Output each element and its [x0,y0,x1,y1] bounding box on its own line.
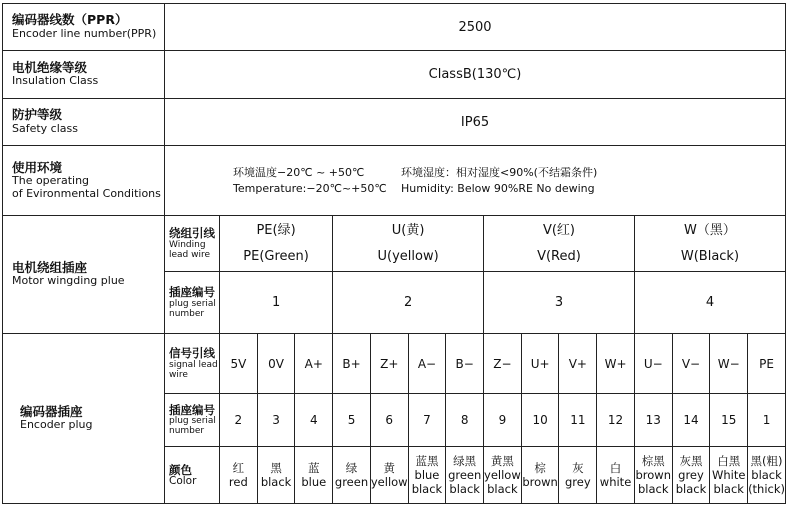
color-cell [710,447,748,504]
color-cn: 白 [609,461,622,475]
color-cell [257,447,295,504]
serial-cell: 3 [257,394,295,447]
color-cn: 绿黑 [453,454,477,468]
winding-wire-w [634,216,785,272]
color-label-cn: 颜色 [169,462,192,477]
signal-cell: V− [672,334,710,394]
color-en: yellow [484,468,521,482]
serial-cell: 4 [295,394,333,447]
motor-serial-1: 1 [220,272,333,334]
serial-cell: 9 [484,394,522,447]
color-en: red [228,475,248,489]
color-en: green [334,475,369,489]
encoder-serial-label [165,394,220,447]
motor-serial-label [165,272,220,334]
wire-cn: V(红) [542,222,575,238]
signal-cell: 5V [220,334,258,394]
environment-label-en1: The operating [12,174,90,188]
encoder-serial-label-en2: number [169,426,205,437]
color-cn: 灰黑 [679,454,703,468]
signal-cell: Z+ [370,334,408,394]
color-en: yellow [370,475,408,489]
wire-cn: PE(绿) [256,222,296,238]
color-cell [408,447,446,504]
wire-en: W(Black) [680,248,740,264]
wire-cn: U(黄) [391,222,425,238]
safety-label-cn: 防护等级 [12,107,63,123]
serial-cell: 13 [634,394,672,447]
motor-serial-label-en1: plug serial [169,298,216,309]
color-en: green [448,468,482,482]
environment-label-en2: of Evironmental Conditions [12,186,161,200]
serial-cell: 1 [748,394,786,447]
environment-value [165,146,786,216]
safety-row [3,99,786,146]
environment-label-cn: 使用环境 [12,159,63,175]
wire-en: U(yellow) [377,248,439,264]
color-en: blue [414,468,440,482]
signal-cell: A− [408,334,446,394]
color-cn: 白黑 [717,454,741,468]
serial-cell: 14 [672,394,710,447]
temperature-en: Temperature:−20℃~+50℃ [233,181,387,195]
signal-cell: PE [748,334,786,394]
color-cell [634,447,672,504]
serial-cell: 6 [370,394,408,447]
color-en2: black [638,482,669,496]
encoder-signal-row [3,334,786,394]
humidity-cn: 环境湿度：相对湿度<90%(不结霜条件) [401,165,598,179]
color-en: White [711,468,746,482]
signal-lead-label-en1: signal lead [169,359,218,370]
color-cn: 黄黑 [490,454,514,468]
color-cell [748,447,786,504]
serial-cell: 10 [521,394,559,447]
motor-serial-label-en2: number [169,308,205,319]
color-label [165,447,220,504]
color-cn: 黑 [270,461,282,475]
insulation-label-cn: 电机绝缘等级 [12,59,88,75]
winding-wire-v [484,216,635,272]
serial-cell: 2 [220,394,258,447]
insulation-value: ClassB(130℃) [165,51,786,99]
ppr-row [3,4,786,51]
color-cell [559,447,597,504]
color-en: black [260,475,292,489]
environment-label [3,146,165,216]
serial-cell: 15 [710,394,748,447]
color-cn: 蓝黑 [415,454,439,468]
color-en: grey [565,475,591,489]
encoder-plug-label [3,334,165,504]
color-cell [597,447,635,504]
color-cell [672,447,710,504]
humidity-en: Humidity: Below 90%RE No dewing [401,181,595,195]
winding-lead-label-cn: 绕组引线 [169,226,215,241]
color-cell [521,447,559,504]
ppr-label [3,4,165,51]
color-en: brown [522,475,558,489]
motor-plug-label [3,216,165,334]
wire-en: PE(Green) [243,248,309,264]
color-en2: black [675,482,707,496]
signal-cell: B− [446,334,484,394]
signal-cell: U+ [521,334,559,394]
insulation-label-en: Insulation Class [12,74,99,88]
color-cell [220,447,258,504]
color-cn: 蓝 [308,461,320,475]
serial-cell: 12 [597,394,635,447]
signal-cell: U− [634,334,672,394]
motor-plug-label-en: Motor wingding plue [12,274,125,288]
color-en2: black [487,482,518,496]
color-cell [333,447,371,504]
signal-cell: Z− [484,334,522,394]
spec-table [2,3,786,504]
serial-cell: 5 [333,394,371,447]
signal-lead-label [165,334,220,394]
color-en: blue [301,475,327,489]
color-en2: black [411,482,443,496]
color-cn: 黄 [383,461,395,475]
motor-plug-label-cn: 电机绕组插座 [12,259,88,275]
motor-serial-2: 2 [333,272,484,334]
color-cell [446,447,484,504]
serial-cell: 11 [559,394,597,447]
color-cn: 棕黑 [641,454,665,468]
motor-serial-label-cn: 插座编号 [169,285,215,300]
ppr-value: 2500 [165,4,786,51]
signal-cell: V+ [559,334,597,394]
winding-lead-label-en2: lead wire [169,249,211,260]
encoder-serial-label-en1: plug serial [169,416,216,427]
signal-cell: W+ [597,334,635,394]
serial-cell: 8 [446,394,484,447]
winding-lead-label-en1: Winding [169,239,206,250]
wire-cn: W（黑） [684,222,736,238]
temperature-cn: 环境温度−20℃ ~ +50℃ [233,165,365,179]
color-cell [370,447,408,504]
motor-wire-row [3,216,786,272]
motor-serial-4: 4 [634,272,785,334]
signal-cell: 0V [257,334,295,394]
color-en: white [599,475,632,489]
signal-lead-label-cn: 信号引线 [169,346,215,361]
color-cell [484,447,522,504]
insulation-label [3,51,165,99]
color-cn: 灰 [572,461,584,475]
color-en2: (thick) [748,482,786,496]
color-en2: black [713,482,744,496]
color-cell [295,447,333,504]
signal-cell: B+ [333,334,371,394]
signal-cell: W− [710,334,748,394]
encoder-plug-label-en: Encoder plug [20,418,93,432]
color-label-en: Color [169,475,197,488]
safety-label-en: Safety class [12,121,78,135]
winding-lead-label [165,216,220,272]
motor-serial-3: 3 [484,272,635,334]
safety-label [3,99,165,146]
color-en2: black [449,482,480,496]
ppr-label-en: Encoder line number(PPR) [12,26,157,40]
winding-wire-pe [220,216,333,272]
signal-lead-label-en2: wire [169,369,188,380]
winding-wire-u [333,216,484,272]
encoder-plug-label-cn: 编码器插座 [20,403,83,419]
color-cn: 红 [232,461,245,475]
color-en: brown [635,468,672,482]
insulation-row [3,51,786,99]
color-cn: 绿 [345,461,358,475]
encoder-serial-label-cn: 插座编号 [169,402,215,417]
environment-row [3,146,786,216]
color-en: black [751,468,782,482]
color-cn: 黑(粗) [750,454,783,468]
serial-cell: 7 [408,394,446,447]
color-en: grey [678,468,704,482]
wire-en: V(Red) [537,248,581,264]
signal-cell: A+ [295,334,333,394]
color-cn: 棕 [534,461,546,475]
ppr-label-cn: 编码器线数（PPR） [12,12,128,28]
safety-value: IP65 [165,99,786,146]
